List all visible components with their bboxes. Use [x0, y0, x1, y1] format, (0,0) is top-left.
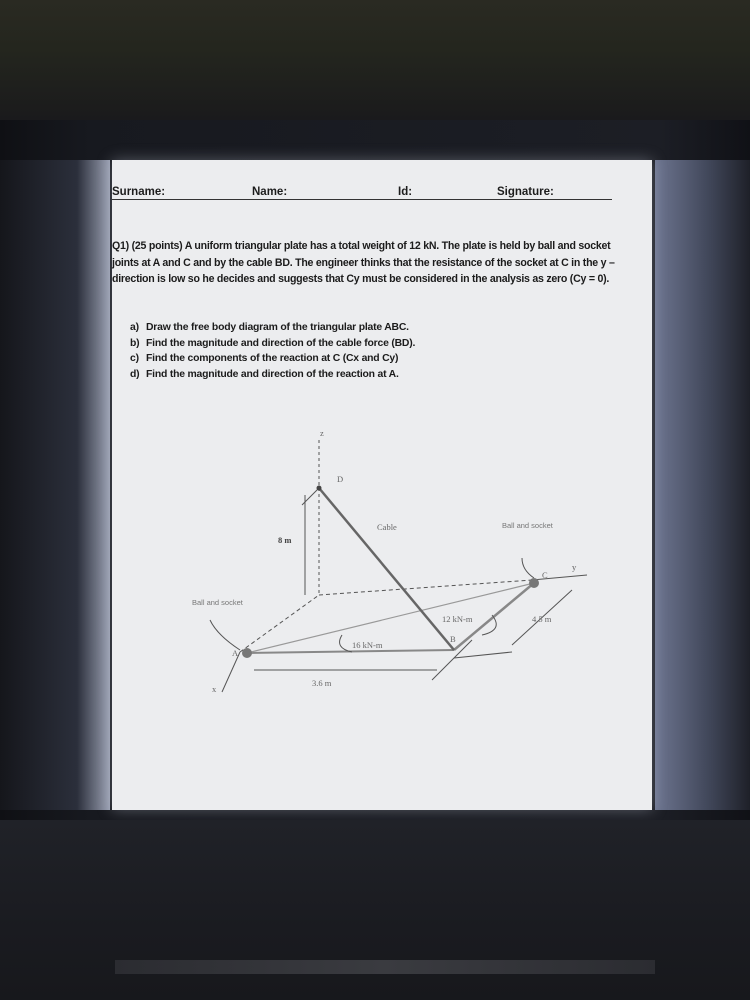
background-wall	[0, 0, 750, 120]
header-divider	[112, 199, 612, 200]
point-a-label: A	[232, 648, 239, 658]
y-axis-label: y	[572, 562, 577, 572]
moment-arc-left	[340, 635, 352, 652]
cable-bd	[319, 488, 454, 650]
item-letter: a)	[130, 322, 139, 333]
document-page	[112, 160, 652, 810]
name-label: Name:	[252, 186, 288, 198]
id-label: Id:	[398, 186, 413, 198]
z-axis-label: z	[320, 430, 324, 438]
list-item	[130, 336, 550, 352]
depth-label: 4.5 m	[532, 614, 552, 624]
item-letter: b)	[130, 337, 140, 349]
point-c-label: C	[542, 570, 548, 580]
item-text: Find the magnitude and direction of the cable force (BD).	[146, 337, 416, 349]
item-letter: d)	[130, 368, 140, 380]
x-axis-tail	[222, 652, 240, 692]
leader-left	[210, 620, 240, 650]
item-text: Find the components of the reaction at C (Cx and Cy)	[146, 353, 399, 364]
item-text: Find the magnitude and direction of the reaction at A.	[146, 368, 399, 380]
y-axis-line	[319, 580, 532, 595]
triangular-plate-diagram	[192, 430, 632, 700]
item-letter: c)	[130, 353, 139, 364]
moment-right-label: 12 kN-m	[442, 614, 473, 624]
width-label: 3.6 m	[312, 678, 332, 688]
header-row	[112, 182, 612, 204]
x-axis-label: x	[212, 684, 217, 694]
question-list	[130, 320, 550, 382]
height-label: 8 m	[278, 535, 292, 545]
cable-label: Cable	[377, 522, 397, 532]
list-item	[130, 367, 550, 383]
joint-c	[529, 578, 539, 588]
monitor-stand-strip	[115, 960, 655, 974]
item-text: Draw the free body diagram of the triangular plate ABC.	[146, 322, 409, 333]
point-d-label: D	[337, 474, 344, 484]
list-item	[130, 320, 550, 336]
question-text: Q1) (25 points) A uniform triangular plate has a total weight of 12 kN. The plate is held by ball and socket joints at A and C and by the cable BD. The engineer thinks that the resistance of the socket at C in the y – direction is low so he decides and suggests that Cy must be considered in the analysis as zero (Cy = 0).	[112, 240, 615, 285]
point-b-label: B	[450, 634, 456, 644]
screen-right-area	[655, 160, 750, 810]
leader-right	[522, 558, 534, 578]
point-d-marker	[317, 486, 322, 491]
joint-a	[242, 648, 252, 658]
screen-left-area	[0, 160, 110, 810]
ball-socket-left-label: Ball and socket	[192, 598, 243, 607]
moment-left-label: 16 kN-m	[352, 640, 383, 650]
y-axis-ext	[532, 575, 587, 580]
depth-ext	[454, 652, 512, 658]
surname-label: Surname:	[112, 186, 166, 198]
x-axis-line	[240, 595, 319, 652]
signature-label: Signature:	[497, 186, 554, 198]
list-item	[130, 351, 550, 367]
ball-socket-right-label: Ball and socket	[502, 521, 553, 530]
